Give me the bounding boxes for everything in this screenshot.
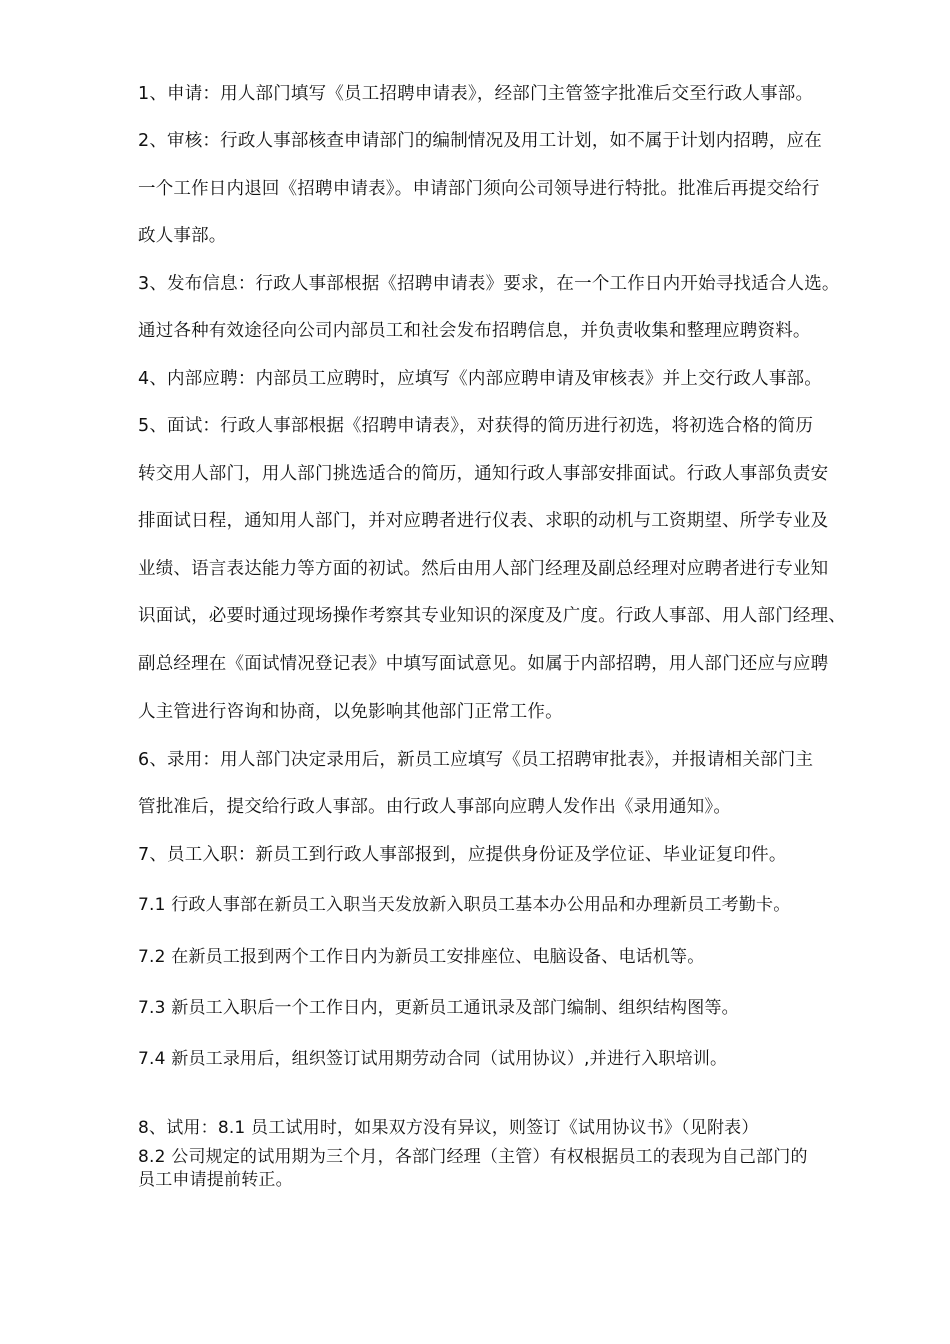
text-line: 4、内部应聘：内部员工应聘时，应填写《内部应聘申请及审核表》并上交行政人事部。: [138, 369, 822, 389]
text-line: 7.4 新员工录用后，组织签订试用期劳动合同（试用协议）,并进行入职培训。: [138, 1049, 728, 1069]
text-line: 8、试用：8.1 员工试用时，如果双方没有异议，则签订《试用协议书》（见附表）: [138, 1118, 759, 1138]
text-line: 通过各种有效途径向公司内部员工和社会发布招聘信息，并负责收集和整理应聘资料。: [138, 321, 811, 341]
text-line: 管批准后，提交给行政人事部。由行政人事部向应聘人发作出《录用通知》。: [138, 797, 732, 817]
text-line: 3、发布信息：行政人事部根据《招聘申请表》要求，在一个工作日内开始寻找适合人选。: [138, 274, 840, 294]
text-line: 7.1 行政人事部在新员工入职当天发放新入职员工基本办公用品和办理新员工考勤卡。: [138, 895, 791, 915]
text-line: 2、审核：行政人事部核查申请部门的编制情况及用工计划，如不属于计划内招聘，应在: [138, 131, 822, 151]
text-line: 5、面试：行政人事部根据《招聘申请表》，对获得的简历进行初选，将初选合格的简历: [138, 416, 814, 436]
text-line: 排面试日程，通知用人部门，并对应聘者进行仪表、求职的动机与工资期望、所学专业及: [138, 511, 829, 531]
text-line: 8.2 公司规定的试用期为三个月，各部门经理（主管）有权根据员工的表现为自己部门的: [138, 1147, 808, 1167]
text-line: 转交用人部门，用人部门挑选适合的简历，通知行政人事部安排面试。行政人事部负责安: [138, 464, 829, 484]
text-line: 人主管进行咨询和协商，以免影响其他部门正常工作。: [138, 702, 563, 722]
text-line: 7.3 新员工入职后一个工作日内，更新员工通讯录及部门编制、组织结构图等。: [138, 998, 739, 1018]
text-line: 副总经理在《面试情况登记表》中填写面试意见。如属于内部招聘，用人部门还应与应聘: [138, 654, 829, 674]
text-line: 7.2 在新员工报到两个工作日内为新员工安排座位、电脑设备、电话机等。: [138, 947, 705, 967]
text-line: 6、录用：用人部门决定录用后，新员工应填写《员工招聘审批表》，并报请相关部门主: [138, 750, 814, 770]
text-line: 识面试，必要时通过现场操作考察其专业知识的深度及广度。行政人事部、用人部门经理、: [138, 606, 846, 626]
text-line: 7、员工入职：新员工到行政人事部报到，应提供身份证及学位证、毕业证复印件。: [138, 845, 787, 865]
text-line: 政人事部。: [138, 226, 227, 246]
text-line: 业绩、语言表达能力等方面的初试。然后由用人部门经理及副总经理对应聘者进行专业知: [138, 559, 829, 579]
text-line: 员工申请提前转正。: [138, 1170, 293, 1190]
text-line: 1、申请：用人部门填写《员工招聘申请表》，经部门主管签字批准后交至行政人事部。: [138, 84, 814, 104]
text-line: 一个工作日内退回《招聘申请表》。申请部门须向公司领导进行特批。批准后再提交给行: [138, 179, 820, 199]
